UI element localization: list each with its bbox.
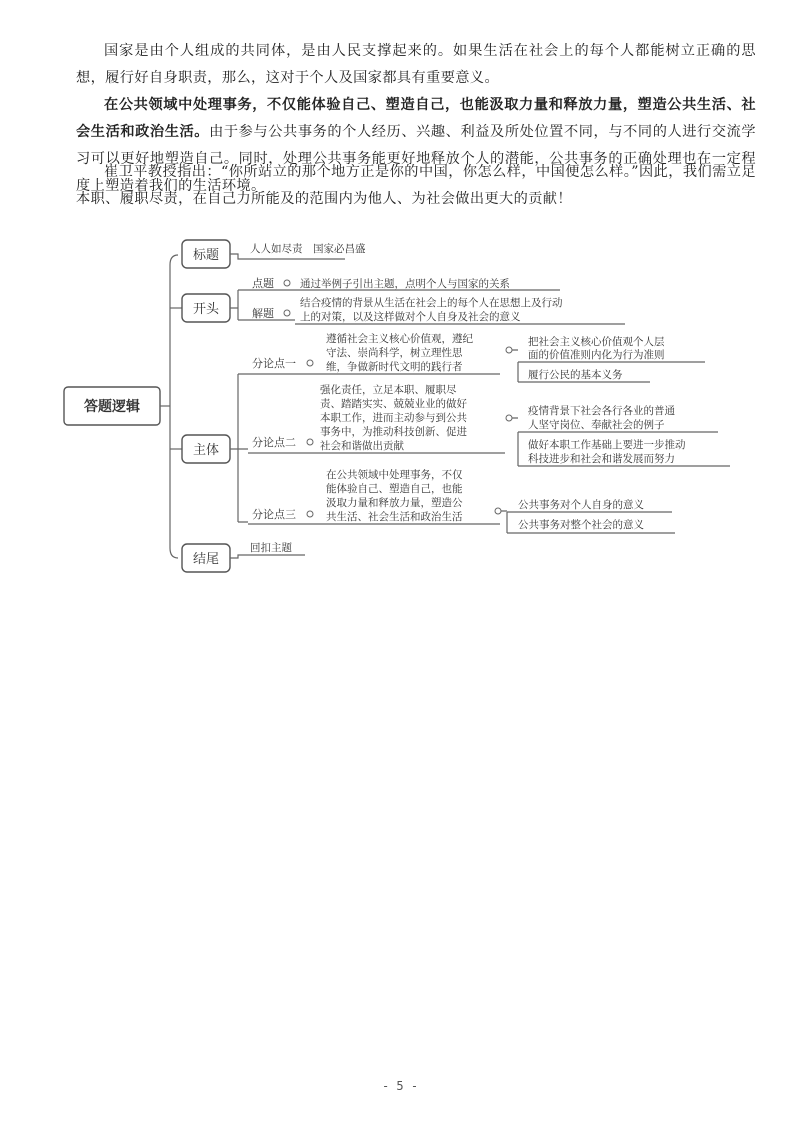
section-ending-label: 结尾: [192, 552, 220, 567]
paragraph-intro: 国家是由个人组成的共同体，是由人民支撑起来的。如果生活在社会上的每个人都能树立正确的思想，履行好自身职责，那么，这对于个人及国家都具有重要意义。: [76, 43, 756, 86]
opening-item-1-name: 点题: [252, 277, 274, 290]
body-point-3-line-3: 汲取力量和释放力量，塑造公: [326, 497, 463, 509]
body-point-2-sub-2-line-1: 做好本职工作基础上要进一步推动: [528, 439, 686, 451]
body-point-3-dot: [307, 511, 313, 517]
opening-item-1-text: 通过举例子引出主题，点明个人与国家的关系: [300, 278, 510, 290]
opening-item-2-name: 解题: [252, 307, 274, 320]
body-point-2-name: 分论点二: [252, 436, 296, 449]
body-point-2-line-4: 事务中，为推动科技创新、促进: [320, 426, 467, 438]
body-point-1-line-3: 维，争做新时代文明的践行者: [326, 361, 463, 373]
opening-item-1-dot: [284, 280, 290, 286]
title-text: 人人如尽责 国家必昌盛: [250, 243, 366, 255]
body-point-1-sub-1-line-1: 把社会主义核心价值观个人层: [528, 336, 665, 348]
body-point-2-sub-2-line-2: 科技进步和社会和谐发展而努力: [528, 453, 675, 465]
body-point-2-sub-1-line-1: 疫情背景下社会各行各业的普通: [528, 405, 675, 417]
opening-item-2-dot: [284, 310, 290, 316]
opening-item-2-line-1: 结合疫情的背景从生活在社会上的每个人在思想上及行动: [300, 297, 563, 309]
ending-connector: [230, 555, 305, 558]
page-number: - 5 -: [381, 1079, 419, 1093]
body-point-3-sub-2-line-1: 公共事务对整个社会的意义: [518, 519, 644, 531]
body-point-1-sub-1-line-2: 面的价值准则内化为行为准则: [528, 349, 665, 361]
body-point-1-line-2: 守法、崇尚科学，树立理性思: [326, 347, 463, 359]
body-point-2-dot: [307, 439, 313, 445]
body-point-3-sub-1-line-1: 公共事务对个人自身的意义: [518, 499, 644, 511]
section-trunk: [170, 255, 178, 558]
body-point-3-name: 分论点三: [252, 508, 296, 521]
body-point-1-line-1: 遵循社会主义核心价值观，遵纪: [326, 333, 473, 345]
body-point-3-line-1: 在公共领域中处理事务，不仅: [326, 469, 463, 481]
paragraph-body-text: 由于参与公共事务的个人经历、兴趣、利益及所处位置不同，与不同的人进行交流学习可以更好地塑造自己。同时，处理公共事务能更好地释放个人的潜能，公共事务的正确处理也在一定程度上塑造着我们的生活环境。: [76, 124, 756, 194]
body-point-2-line-5: 社会和谐做出贡献: [320, 440, 404, 452]
opening-item-2-line-2: 上的对策，以及这样做对个人自身及社会的意义: [300, 311, 521, 323]
body-point-2-line-2: 责、踏踏实实、兢兢业业的做好: [320, 398, 467, 410]
body-point-1-name: 分论点一: [252, 357, 296, 370]
paragraph-bold-lead: 在公共领域中处理事务，不仅能体验自己、塑造自己，也能汲取力量和释放力量，塑造公共生活、社会生活和政治生活。: [76, 97, 756, 140]
section-opening-label: 开头: [192, 302, 220, 317]
body-connector: [230, 374, 248, 522]
mindmap-root-label: 答题逻辑: [84, 399, 140, 415]
section-title-label: 标题: [192, 248, 220, 263]
body-point-2-line-1: 强化责任，立足本职、履职尽: [320, 384, 457, 396]
body-point-3-sub-dot: [495, 508, 501, 514]
body-point-3-line-2: 能体验自己、塑造自己，也能: [326, 483, 463, 495]
body-point-1-sub-2-line-1: 履行公民的基本义务: [528, 369, 623, 381]
ending-text: 回扣主题: [250, 542, 292, 554]
body-point-2-line-3: 本职工作，进而主动参与到公共: [320, 412, 467, 424]
body-point-1-sub-dot: [506, 347, 512, 353]
body-point-3-line-4: 共生活、社会生活和政治生活: [326, 511, 463, 523]
body-point-2-sub-1-line-2: 人坚守岗位、奉献社会的例子: [528, 419, 665, 431]
body-point-1-dot: [307, 360, 313, 366]
paragraph-quote: 崔卫平教授指出：“你所站立的那个地方正是你的中国，你怎么样，中国便怎么样。”因此，我们需立足本职、履职尽责，在自己力所能及的范围内为他人、为社会做出更大的贡献！: [76, 164, 756, 207]
section-body-label: 主体: [192, 443, 220, 458]
body-point-2-sub-dot: [506, 415, 512, 421]
